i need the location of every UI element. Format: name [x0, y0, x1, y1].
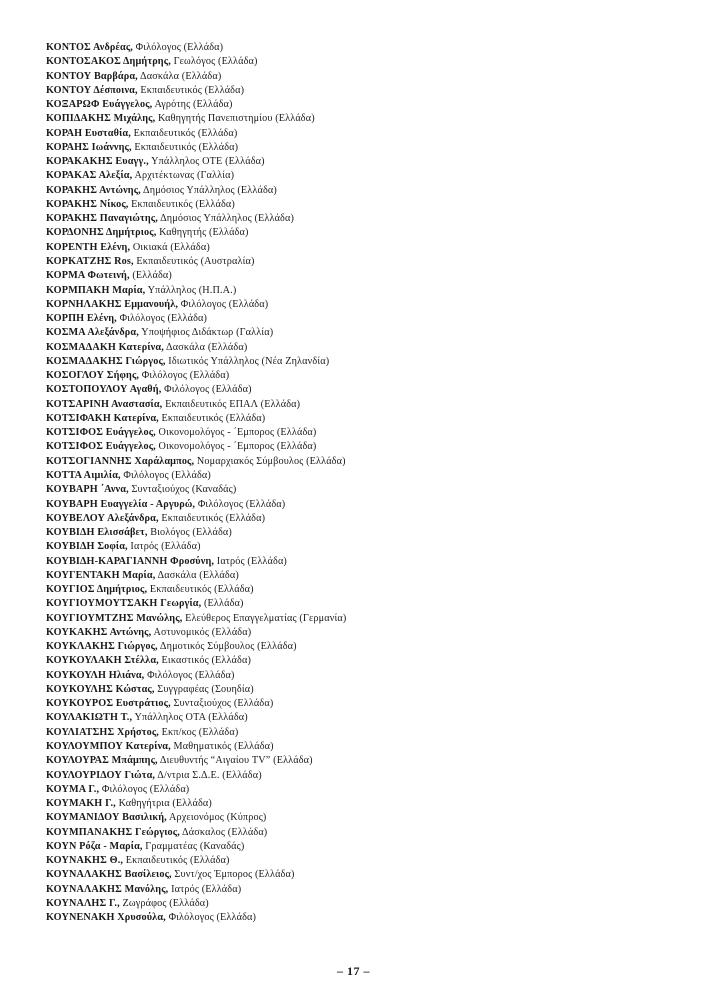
entry-detail: Δασκάλα (Ελλάδα): [137, 70, 222, 82]
entry-detail: Φιλόλογος (Ελλάδα): [161, 384, 252, 396]
list-item: [46, 326, 686, 340]
entry-name: ΚΟΥΓΕΝΤΑΚΗ Μαρία,: [46, 569, 156, 581]
list-item: [46, 198, 686, 212]
entry-detail: Δημόσιος Υπάλληλος (Ελλάδα): [140, 184, 277, 196]
list-item: [46, 726, 686, 740]
entry-name: ΚΟΠΙΔΑΚΗΣ Μιχάλης,: [46, 113, 156, 125]
entry-detail: Οικονομολόγος - ΄Εμπορος (Ελλάδα): [155, 441, 317, 453]
list-item: [46, 669, 686, 683]
entry-detail: Ελεύθερος Επαγγελματίας (Γερμανία): [182, 612, 347, 624]
list-item: [46, 141, 686, 155]
entry-detail: Δημοτικός Σύμβουλος (Ελλάδα): [157, 641, 297, 653]
name-list: [46, 41, 686, 925]
entry-name: ΚΟΥΝ Ρόζα - Μαρία,: [46, 840, 143, 852]
entry-detail: Συνταξιούχος (Καναδάς): [128, 484, 237, 496]
entry-name: ΚΟΥΛΟΥΡΑΣ Μπάμπης,: [46, 755, 158, 767]
entry-name: ΚΟΡΑΚΗΣ Παναγιώτης,: [46, 213, 158, 225]
list-item: [46, 312, 686, 326]
entry-name: ΚΟΥΓΙΟΣ Δημήτριος,: [46, 584, 148, 596]
list-item: [46, 169, 686, 183]
entry-detail: Εκπαιδευτικός (Ελλάδα): [130, 127, 238, 139]
entry-name: ΚΟΥΛΟΥΜΠΟΥ Κατερίνα,: [46, 741, 171, 753]
entry-name: ΚΟΥΝΑΚΗΣ Θ.,: [46, 855, 124, 867]
list-item: [46, 212, 686, 226]
list-item: [46, 769, 686, 783]
list-item: [46, 469, 686, 483]
list-item: [46, 897, 686, 911]
entry-detail: Συνταξιούχος (Ελλάδα): [170, 698, 274, 710]
list-item: [46, 868, 686, 882]
entry-detail: Υπάλληλος ΟΤΑ (Ελλάδα): [132, 712, 248, 724]
list-item: [46, 184, 686, 198]
entry-name: ΚΟΥΒΕΛΟΥ Αλεξάνδρα,: [46, 512, 159, 524]
list-item: [46, 398, 686, 412]
entry-name: ΚΟΞΑΡΩΦ Ευάγγελος,: [46, 99, 153, 111]
list-item: [46, 226, 686, 240]
entry-detail: Οικιακά (Ελλάδα): [130, 241, 210, 253]
list-item: [46, 526, 686, 540]
list-item: [46, 369, 686, 383]
entry-name: ΚΟΥΝΑΛΑΚΗΣ Βασίλειος,: [46, 869, 172, 881]
list-item: [46, 483, 686, 497]
entry-detail: Νομαρχιακός Σύμβουλος (Ελλάδα): [194, 455, 346, 467]
entry-detail: Φιλόλογος (Ελλάδα): [165, 912, 257, 924]
entry-detail: Δ/ντρια Σ.Δ.Ε. (Ελλάδα): [155, 769, 262, 781]
entry-detail: Φιλόλογος (Ελλάδα): [120, 469, 211, 481]
entry-name: ΚΟΤΤΑ Αιμιλία,: [46, 469, 121, 481]
entry-name: ΚΟΣΜΑ Αλεξάνδρα,: [46, 327, 139, 339]
entry-name: ΚΟΝΤΟΣΑΚΟΣ Δημήτρης,: [46, 56, 171, 68]
entry-name: ΚΟΥΒΙΔΗ Σοφία,: [46, 541, 128, 553]
list-item: [46, 284, 686, 298]
entry-name: ΚΟΥΜΑ Γ.,: [46, 783, 100, 795]
entry-name: ΚΟΡΑΗΣ Ιωάννης,: [46, 141, 132, 153]
entry-name: ΚΟΣΤΟΠΟΥΛΟΥ Αγαθή,: [46, 384, 162, 396]
entry-detail: Εκπαιδευτικός (Αυστραλία): [133, 255, 255, 267]
entry-detail: Εκπ/κος (Ελλάδα): [158, 726, 239, 738]
list-item: [46, 512, 686, 526]
list-item: [46, 754, 686, 768]
entry-name: ΚΟΥΒΙΔΗ-ΚΑΡΑΓΙΑΝΝΗ Φροσύνη,: [46, 555, 215, 567]
entry-name: ΚΟΣΜΑΔΑΚΗΣ Γιώργος,: [46, 355, 166, 367]
entry-detail: Υποψήφιος Διδάκτωρ (Γαλλία): [138, 327, 274, 339]
entry-detail: Βιολόγος (Ελλάδα): [147, 527, 232, 539]
entry-name: ΚΟΡΜΠΑΚΗ Μαρία,: [46, 284, 146, 296]
entry-detail: Υπάλληλος (Η.Π.Α.): [145, 284, 237, 296]
entry-detail: Φιλόλογος (Ελλάδα): [178, 298, 269, 310]
entry-name: ΚΟΥΜΑΚΗ Γ.,: [46, 798, 116, 810]
entry-name: ΚΟΥΚΟΥΡΟΣ Ευστράτιος,: [46, 698, 171, 710]
entry-detail: Δάσκαλος (Ελλάδα): [179, 826, 268, 838]
entry-detail: Ιατρός (Ελλάδα): [127, 541, 201, 553]
entry-detail: Φιλόλογος (Ελλάδα): [139, 370, 230, 382]
entry-detail: Γραμματέας (Καναδάς): [142, 840, 245, 852]
list-item: [46, 783, 686, 797]
entry-name: ΚΟΡΠΗ Ελένη,: [46, 313, 117, 325]
list-item: [46, 555, 686, 569]
entry-detail: Εκπαιδευτικός (Ελλάδα): [123, 855, 230, 867]
entry-detail: Διευθυντής “Αιγαίου TV” (Ελλάδα): [157, 755, 313, 767]
list-item: [46, 440, 686, 454]
list-item: [46, 740, 686, 754]
list-item: [46, 811, 686, 825]
entry-name: ΚΟΥΛΑΚΙΩΤΗ Τ.,: [46, 712, 133, 724]
entry-name: ΚΟΣΜΑΔΑΚΗ Κατερίνα,: [46, 341, 164, 353]
entry-name: ΚΟΡΑΚΗΣ Νίκος,: [46, 198, 129, 210]
list-item: [46, 697, 686, 711]
list-item: [46, 255, 686, 269]
entry-detail: Εκπαιδευτικός (Ελλάδα): [158, 512, 266, 524]
entry-name: ΚΟΥΝΕΝΑΚΗ Χρυσούλα,: [46, 912, 166, 924]
list-item: [46, 112, 686, 126]
entry-detail: Δασκάλα (Ελλάδα): [163, 341, 248, 353]
entry-detail: Εικαστικός (Ελλάδα): [158, 655, 252, 667]
entry-detail: Γεωλόγος (Ελλάδα): [170, 56, 258, 68]
entry-name: ΚΟΡΝΗΛΑΚΗΣ Εμμανουήλ,: [46, 298, 179, 310]
entry-name: ΚΟΥΚΟΥΛΗΣ Κώστας,: [46, 683, 155, 695]
entry-name: ΚΟΥΒΙΔΗ Ελισσάβετ,: [46, 527, 148, 539]
entry-detail: Αστυνομικός (Ελλάδα): [151, 626, 252, 638]
entry-detail: Εκπαιδευτικός (Ελλάδα): [158, 412, 266, 424]
entry-detail: Αρχιτέκτωνας (Γαλλία): [132, 170, 235, 182]
list-item: [46, 426, 686, 440]
entry-name: ΚΟΡΔΟΝΗΣ Δημήτριος,: [46, 227, 157, 239]
list-item: [46, 127, 686, 141]
entry-detail: Φιλόλογος (Ελλάδα): [116, 313, 208, 325]
entry-name: ΚΟΤΣΟΓΙΑΝΝΗΣ Χαράλαμπος,: [46, 455, 195, 467]
list-item: [46, 269, 686, 283]
entry-name: ΚΟΤΣΙΦΑΚΗ Κατερίνα,: [46, 412, 159, 424]
entry-detail: (Ελλάδα): [201, 598, 244, 610]
entry-detail: Φιλόλογος (Ελλάδα): [132, 42, 224, 53]
entry-detail: Αγρότης (Ελλάδα): [152, 99, 233, 111]
entry-detail: Ζωγράφος (Ελλάδα): [119, 897, 209, 909]
entry-name: ΚΟΝΤΟΥ Βαρβάρα,: [46, 70, 138, 82]
entry-name: ΚΟΥΜΠΑΝΑΚΗΣ Γεώργιος,: [46, 826, 180, 838]
entry-detail: Καθηγήτρια (Ελλάδα): [115, 798, 212, 810]
entry-detail: Μαθηματικός (Ελλάδα): [170, 741, 274, 753]
entry-name: ΚΟΥΜΑΝΙΔΟΥ Βασιλική,: [46, 812, 167, 824]
entry-detail: Ιατρός (Ελλάδα): [168, 883, 242, 895]
list-item: [46, 241, 686, 255]
list-item: [46, 412, 686, 426]
list-item: [46, 455, 686, 469]
list-item: [46, 298, 686, 312]
list-item: [46, 55, 686, 69]
entry-name: ΚΟΥΛΟΥΡΙΔΟΥ Γιώτα,: [46, 769, 156, 781]
list-item: [46, 854, 686, 868]
entry-detail: Ιδιωτικός Υπάλληλος (Νέα Ζηλανδία): [165, 355, 330, 367]
entry-detail: Ιατρός (Ελλάδα): [214, 555, 287, 567]
entry-name: ΚΟΡΑΗ Ευσταθία,: [46, 127, 131, 139]
entry-detail: Συγγραφέας (Σουηδία): [154, 683, 254, 695]
list-item: [46, 911, 686, 925]
entry-detail: (Ελλάδα): [129, 270, 172, 282]
entry-name: ΚΟΝΤΟΣ Ανδρέας,: [46, 42, 133, 53]
entry-detail: Καθηγητής Πανεπιστημίου (Ελλάδα): [155, 113, 315, 125]
entry-name: ΚΟΥΚΟΥΛΗ Ηλιάνα,: [46, 669, 145, 681]
entry-name: ΚΟΥΒΑΡΗ ΄Αννα,: [46, 484, 129, 496]
list-item: [46, 155, 686, 169]
entry-name: ΚΟΣΟΓΛΟΥ Σήφης,: [46, 370, 140, 382]
entry-name: ΚΟΤΣΑΡΙΝΗ Αναστασία,: [46, 398, 163, 410]
list-item: [46, 797, 686, 811]
list-item: [46, 70, 686, 84]
entry-name: ΚΟΡΕΝΤΗ Ελένη,: [46, 241, 131, 253]
entry-name: ΚΟΥΝΑΛΑΚΗΣ Μανόλης,: [46, 883, 169, 895]
entry-name: ΚΟΡΚΑΤΖΗΣ Ros,: [46, 255, 134, 267]
list-item: [46, 498, 686, 512]
list-item: [46, 569, 686, 583]
list-item: [46, 84, 686, 98]
entry-name: ΚΟΥΚΟΥΛΑΚΗ Στέλλα,: [46, 655, 159, 667]
entry-detail: Φιλόλογος (Ελλάδα): [195, 498, 286, 510]
entry-name: ΚΟΥΓΙΟΥΜΟΥΤΣΑΚΗ Γεωργία,: [46, 598, 202, 610]
list-item: [46, 341, 686, 355]
entry-detail: Αρχειονόμος (Κύπρος): [166, 812, 267, 824]
list-item: [46, 597, 686, 611]
entry-name: ΚΟΡΑΚΗΣ Αντώνης,: [46, 184, 141, 196]
list-item: [46, 383, 686, 397]
entry-name: ΚΟΥΚΛΑΚΗΣ Γιώργος,: [46, 641, 158, 653]
entry-detail: Φιλόλογος (Ελλάδα): [99, 783, 190, 795]
entry-detail: Εκπαιδευτικός (Ελλάδα): [147, 584, 254, 596]
list-item: [46, 683, 686, 697]
list-item: [46, 654, 686, 668]
entry-detail: Εκπαιδευτικός (Ελλάδα): [131, 141, 239, 153]
entry-detail: Φιλόλογος (Ελλάδα): [144, 669, 235, 681]
entry-detail: Συντ/χος Έμπορος (Ελλάδα): [171, 869, 295, 881]
list-item: [46, 41, 686, 55]
entry-detail: Εκπαιδευτικός ΕΠΑΛ (Ελλάδα): [162, 398, 301, 410]
entry-detail: Δημόσιος Υπάλληλος (Ελλάδα): [157, 213, 295, 225]
list-item: [46, 840, 686, 854]
list-item: [46, 711, 686, 725]
list-item: [46, 626, 686, 640]
entry-detail: Οικονομολόγος - ΄Εμπορος (Ελλάδα): [155, 427, 317, 439]
entry-detail: Εκπαιδευτικός (Ελλάδα): [137, 84, 245, 96]
list-item: [46, 540, 686, 554]
entry-name: ΚΟΥΚΑΚΗΣ Αντώνης,: [46, 626, 152, 638]
list-item: [46, 98, 686, 112]
entry-name: ΚΟΡΑΚΑΚΗΣ Ευαγγ.,: [46, 156, 149, 168]
list-item: [46, 355, 686, 369]
entry-name: ΚΟΥΝΑΛΗΣ Γ.,: [46, 897, 120, 909]
list-item: [46, 612, 686, 626]
entry-name: ΚΟΝΤΟΥ Δέσποινα,: [46, 84, 138, 96]
entry-name: ΚΟΥΓΙΟΥΜΤΖΗΣ Μανώλης,: [46, 612, 183, 624]
list-item: [46, 583, 686, 597]
list-item: [46, 826, 686, 840]
entry-name: ΚΟΥΛΙΑΤΣΗΣ Χρήστος,: [46, 726, 159, 738]
page-number: – 17 –: [337, 964, 370, 978]
entry-detail: Δασκάλα (Ελλάδα): [155, 569, 239, 581]
list-item: [46, 883, 686, 897]
entry-detail: Υπάλληλος ΟΤΕ (Ελλάδα): [148, 156, 265, 168]
entry-name: ΚΟΡΜΑ Φωτεινή,: [46, 270, 130, 282]
entry-name: ΚΟΥΒΑΡΗ Ευαγγελία - Αργυρώ,: [46, 498, 196, 510]
entry-name: ΚΟΤΣΙΦΟΣ Ευάγγελος,: [46, 427, 156, 439]
entry-name: ΚΟΡΑΚΑΣ Αλεξία,: [46, 170, 133, 182]
list-item: [46, 640, 686, 654]
entry-name: ΚΟΤΣΙΦΟΣ Ευάγγελος,: [46, 441, 156, 453]
entry-detail: Εκπαιδευτικός (Ελλάδα): [128, 198, 235, 210]
entry-detail: Καθηγητής (Ελλάδα): [156, 227, 249, 239]
